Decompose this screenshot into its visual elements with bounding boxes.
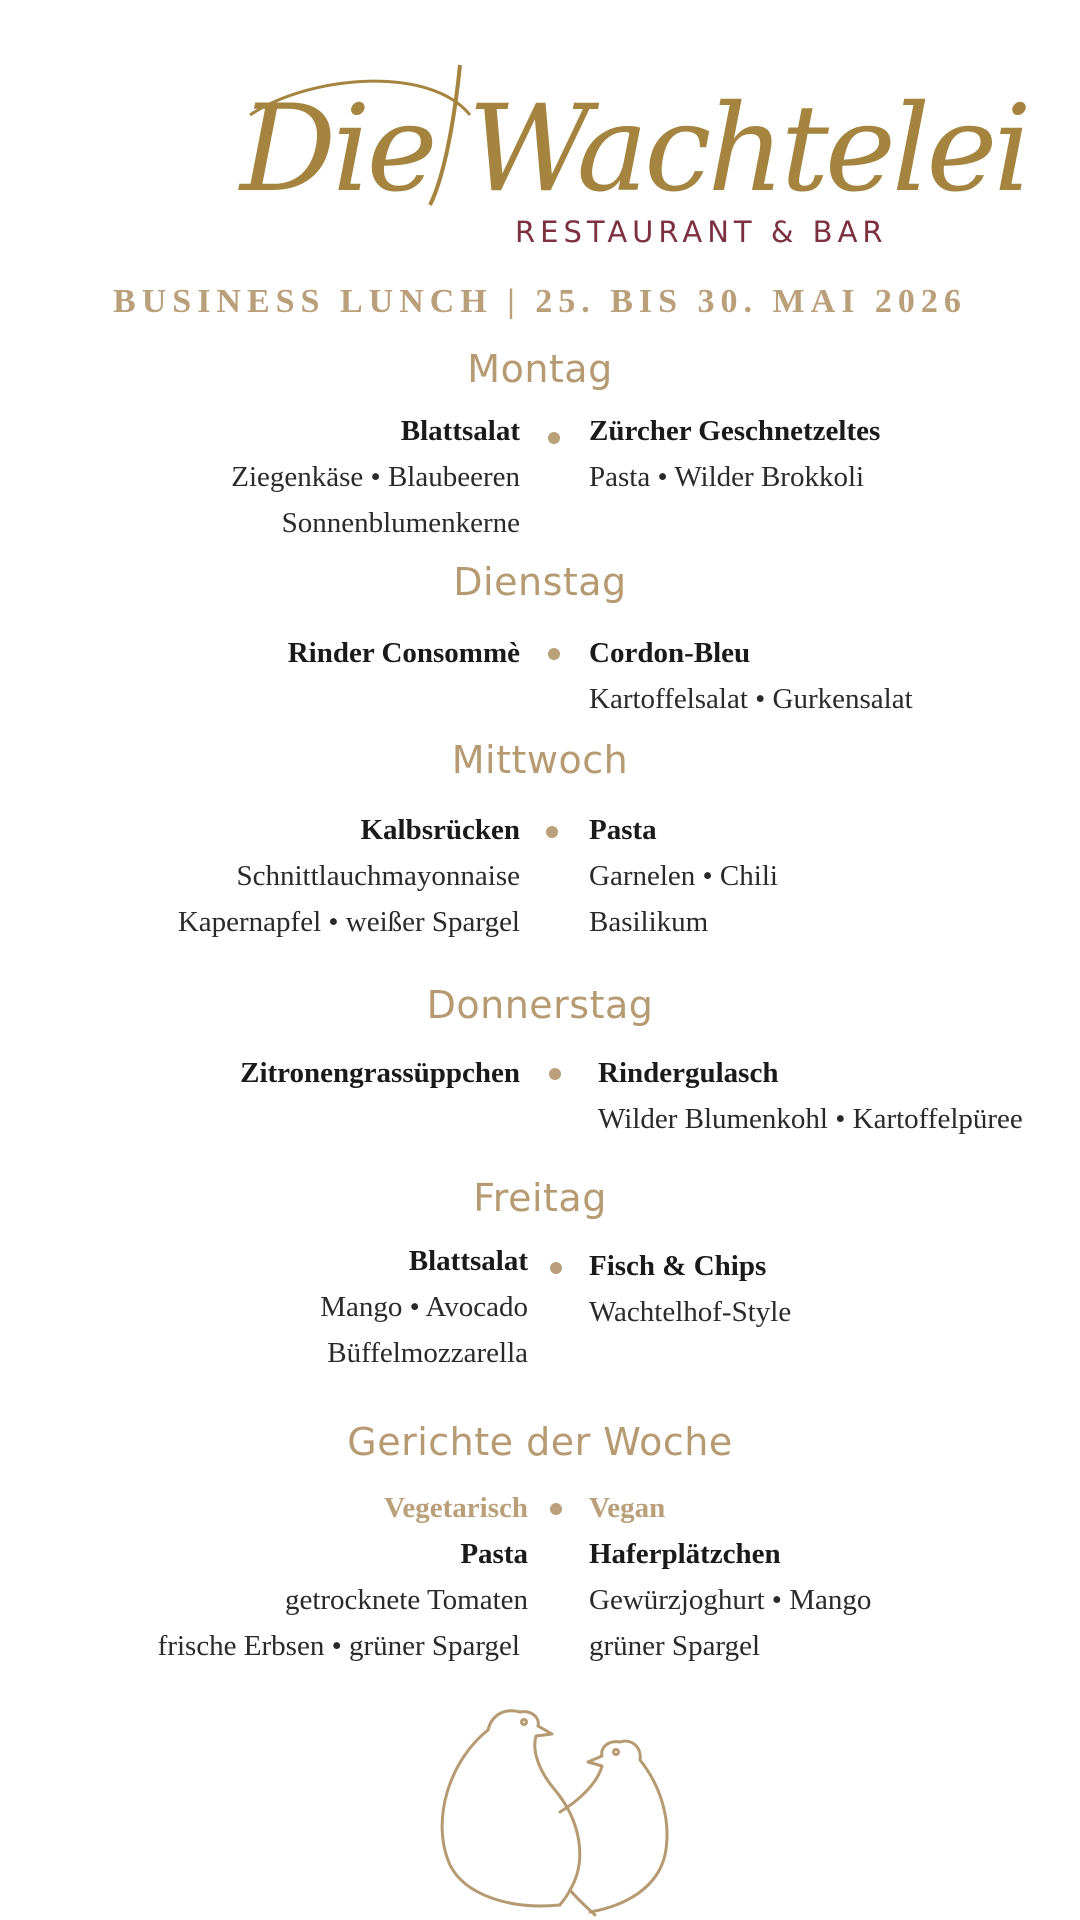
dish-description: Büffelmozzarella [327,1337,528,1369]
day-freitag-left [320,1238,528,1376]
day-donnerstag-right [598,1050,1023,1142]
dish-name: Pasta [460,1538,528,1570]
dish-description: Pasta • Wilder Brokkoli [589,461,865,493]
separator-dot [550,1262,562,1274]
dish-description: Garnelen • Chili [589,860,778,892]
logo-subtitle: RESTAURANT & BAR [515,215,888,249]
dish-description: Mango • Avocado [320,1291,528,1323]
dish-name: Blattsalat [400,415,520,447]
category-label: Vegetarisch [384,1492,528,1524]
logo-script-wordmark [230,55,1028,225]
restaurant-logo [0,55,1080,255]
dish-name: Blattsalat [408,1245,528,1277]
quail-pair-line-art-icon [420,1690,720,1920]
day-dienstag-right [589,630,913,722]
day-title-mittwoch: Mittwoch [451,738,629,782]
dish-name: Cordon-Bleu [589,637,751,669]
dish-name: Fisch & Chips [589,1250,767,1282]
weekly-vegan [589,1485,871,1669]
dish-description: Wilder Blumenkohl • Kartoffelpüree [598,1103,1023,1135]
separator-dot [548,648,560,660]
day-title-montag: Montag [467,347,613,391]
separator-dot [550,1503,562,1515]
dish-description: Gewürzjoghurt • Mango [589,1584,872,1616]
dish-description: Basilikum [589,906,709,938]
dish-description: getrocknete Tomaten [284,1584,528,1616]
day-title-dienstag: Dienstag [453,560,627,604]
dish-description: Kartoffelsalat • Gurkensalat [589,683,913,715]
dish-description: Wachtelhof-Style [589,1296,792,1328]
day-donnerstag-left [240,1050,520,1096]
day-mittwoch-left [178,807,520,945]
logo-script-text: Die Wachtelei [240,80,1028,219]
dish-description: frische Erbsen • grüner Spargel [157,1630,520,1662]
dish-name: Zürcher Geschnetzeltes [589,415,881,447]
dish-description: Kapernapfel • weißer Spargel [177,906,520,938]
dish-description: Sonnenblumenkerne [281,507,520,539]
category-label: Vegan [589,1492,666,1524]
separator-dot [548,432,560,444]
dish-name: Rinder Consommè [287,637,520,669]
separator-dot [546,826,558,838]
day-montag-left [231,408,520,546]
dish-description: Schnittlauchmayonnaise [236,860,520,892]
menu-headline: BUSINESS LUNCH | 25. BIS 30. MAI 2026 [113,283,967,320]
dish-description: Ziegenkäse • Blaubeeren [231,461,520,493]
dish-name: Haferplätzchen [589,1538,781,1570]
weekly-vegetarian [158,1485,528,1669]
day-montag-right [589,408,880,500]
separator-dot [549,1068,561,1080]
dish-name: Zitronengrassüppchen [240,1057,520,1089]
weekly-dishes-title: Gerichte der Woche [347,1420,733,1464]
dish-description: grüner Spargel [589,1630,760,1662]
day-dienstag-left [288,630,520,676]
day-title-donnerstag: Donnerstag [426,983,654,1027]
day-freitag-right [589,1243,791,1335]
dish-name: Pasta [589,814,657,846]
day-mittwoch-right [589,807,778,945]
dish-name: Rindergulasch [598,1057,779,1089]
day-title-freitag: Freitag [473,1176,607,1220]
dish-name: Kalbsrücken [360,814,520,846]
